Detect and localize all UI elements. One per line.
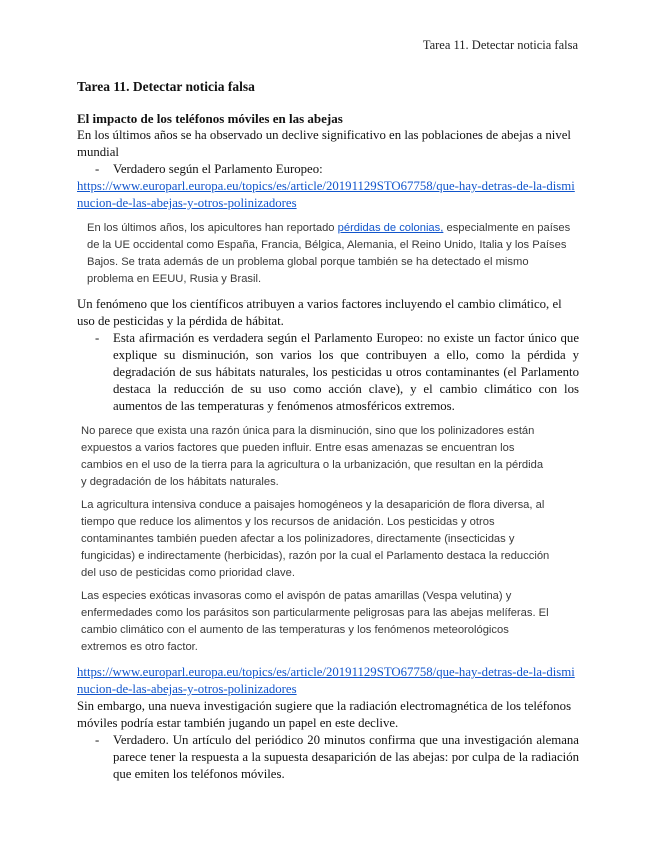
section-title: El impacto de los teléfonos móviles en las abejas — [77, 111, 343, 126]
quote-1-after: especialmente en países de la UE occidental como España, Francia, Bélgica, Alemania, el Reino Unido, Italia y los Países Bajos. Se trata además de un problema global porque también se ha detectado el mismo problema en EEUU, Rusia y Brasil. — [87, 222, 571, 285]
bullet-2 — [77, 330, 579, 415]
quote-2-paragraph-2: La agricultura intensiva conduce a paisajes homogéneos y la desaparición de flora diversa, al tiempo que reduce los alimentos y los recursos de anidación. Los pesticidas y otros contaminantes también pueden afectar a los polinizadores, directamente (insecticidas y fungicidas) e indirectamente (herbicidas), razón por la cual el Parlamento destaca la reducción del uso de pesticidas como prioridad clave. — [81, 499, 550, 579]
quote-2-paragraph-1: No parece que exista una razón única para la disminución, sino que los polinizadores están expuestos a varios factores que pueden influir. Entre esas amenazas se encuentran los cambios en el uso de la tierra para la agricultura o la urbanización, que resultan en la pérdida y degradación de los hábitats naturales. — [81, 425, 544, 488]
running-header: Tarea 11. Detectar noticia falsa — [422, 38, 578, 52]
bullet-2-text: Esta afirmación es verdadera según el Parlamento Europeo: no existe un factor único que explique su disminución, son varios los que contribuyen a ello, como la pérdida y degradación de sus hábitats naturales, los pesticidas u otros contaminantes (el Parlamento destaca la reducción de su uso como acción clave), y el cambio climático con los aumentos de las temperaturas y fenómenos atmosféricos extremos. — [113, 331, 579, 413]
quote-2-paragraph-3: Las especies exóticas invasoras como el avispón de patas amarillas (Vespa velutina) y enfermedades como los parásitos son particularmente peligrosas para las abejas melíferas. El cambio climático con el aumento de las temperaturas y los fenómenos meteorológicos extremos es otro factor. — [81, 590, 549, 653]
document-body — [77, 78, 579, 783]
paragraph-3: Sin embargo, una nueva investigación sugiere que la radiación electromagnética de los teléfonos móviles podría estar también jugando un papel en este declive. — [77, 699, 572, 730]
bullet-1 — [77, 161, 579, 178]
paragraph-1: En los últimos años se ha observado un declive significativo en las poblaciones de abejas a nivel mundial — [77, 128, 571, 159]
bullet-3-text: Verdadero. Un artículo del periódico 20 minutos confirma que una investigación alemana parece tener la respuesta a la supuesta desaparición de las abejas: por culpa de la radiación que emiten los teléfonos móviles. — [113, 733, 579, 781]
quote-1-before: En los últimos años, los apicultores han reportado — [87, 222, 338, 234]
bullet-3 — [77, 732, 579, 783]
paragraph-2: Un fenómeno que los científicos atribuyen a varios factores incluyendo el cambio climático, el uso de pesticidas y la pérdida de hábitat. — [77, 297, 562, 328]
bullet-dash: - — [95, 331, 100, 345]
bullet-1-text: Verdadero según el Parlamento Europeo: — [113, 162, 323, 176]
source-link-2[interactable]: https://www.europarl.europa.eu/topics/es/article/20191129STO67758/que-hay-detras-de-la-disminucion-de-las-abejas-y-otros-polinizadores — [77, 665, 575, 696]
bullet-dash: - — [95, 733, 100, 747]
colony-losses-link[interactable]: pérdidas de colonias, — [337, 222, 444, 234]
quote-block-2 — [81, 423, 551, 656]
quote-block-1 — [87, 220, 577, 288]
bullet-dash: - — [95, 162, 100, 176]
document-title: Tarea 11. Detectar noticia falsa — [77, 79, 255, 94]
source-link-1[interactable]: https://www.europarl.europa.eu/topics/es/article/20191129STO67758/que-hay-detras-de-la-disminucion-de-las-abejas-y-otros-polinizadores — [77, 179, 575, 210]
